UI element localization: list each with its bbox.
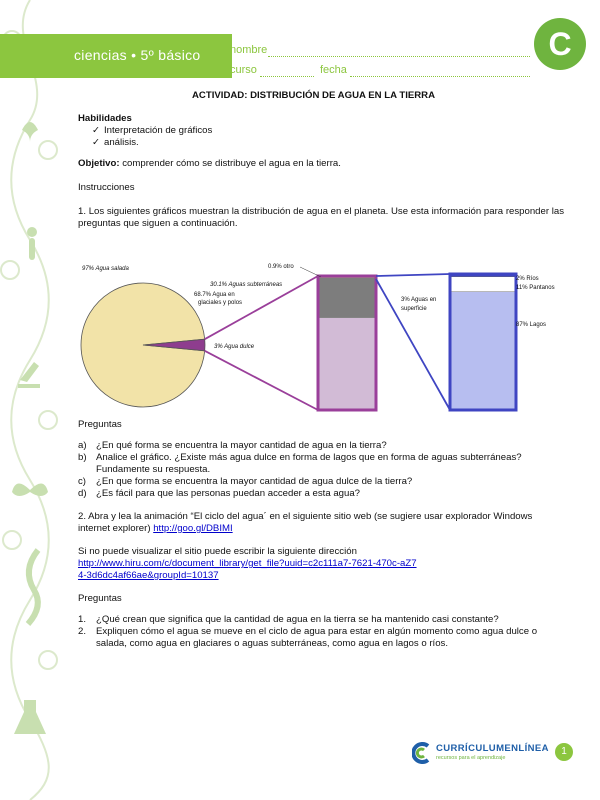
check-icon: ✓ [92, 137, 101, 148]
butterfly-icon [12, 483, 48, 496]
surface-bar-title: 3% Aguas en [401, 297, 437, 303]
question-text: ¿En qué forma se encuentra la mayor cantidad de agua en la tierra? [96, 440, 387, 451]
connector-line [376, 274, 450, 276]
bar-label-other: 0.9% otro [268, 264, 294, 270]
subject-label: ciencias • 5º básico [74, 47, 201, 63]
name-label: nombre [230, 44, 268, 56]
question-text: ¿En que forma se encuentra la mayor cantidad de agua dulce de la tierra? [96, 476, 413, 487]
question-key: d) [78, 488, 87, 499]
name-field[interactable] [268, 56, 530, 57]
subject-badge: C [534, 18, 586, 70]
question-key: 1. [78, 614, 87, 625]
surface-bar-title: superficie [401, 306, 427, 312]
plant-icon [22, 122, 38, 142]
skills-heading: Habilidades [78, 113, 132, 124]
bar-label-swamps: 11% Pantanos [516, 285, 555, 291]
questions-list-1 [78, 440, 564, 500]
worksheet-header [0, 0, 600, 92]
person-icon [27, 227, 37, 237]
decorative-vine-strip [0, 0, 60, 800]
bar-label-glaciers: glaciales y polos [198, 300, 243, 306]
bar-label-groundwater: 30.1% Aguas subterráneas [210, 282, 283, 288]
pie-chart [81, 283, 205, 407]
question-key: 2. [78, 626, 87, 637]
alternate-address-link[interactable]: http://www.hiru.com/c/document_library/get_file?uuid=c2c111a7-7621-470c-aZ74-3d6dc4af66ae&groupId=10137 [78, 558, 417, 581]
question-key: c) [78, 476, 86, 487]
bar-label-glaciers: 68.7% Agua en [194, 292, 235, 298]
water-distribution-chart [78, 258, 588, 418]
question-item [78, 488, 564, 500]
surface-water-bar [450, 274, 516, 410]
questions-heading-1: Preguntas [78, 419, 122, 430]
flask-icon [14, 700, 46, 734]
skill-item [92, 137, 212, 149]
logo-text: CURRÍCULUMENLÍNEA [436, 743, 549, 754]
bar-label-lakes: 87% Lagos [516, 322, 547, 328]
alternate-address-text: Si no puede visualizar el sitio puede escribir la siguiente dirección [78, 546, 357, 557]
date-label: fecha [320, 64, 347, 76]
question-item [78, 440, 564, 452]
alternate-address [78, 546, 564, 582]
course-field[interactable] [260, 76, 314, 77]
pie-label-salt-water: 97% Agua salada [82, 266, 129, 272]
objective-text: comprender cómo se distribuye el agua en la tierra. [122, 158, 341, 169]
bar-label-rivers: 2% Ríos [516, 276, 539, 282]
skill-text: análisis. [104, 137, 139, 148]
logo-icon [412, 742, 434, 764]
question-text: Analice el gráfico. ¿Existe más agua dulce en forma de lagos que en forma de aguas subterráneas? Fundamente su respuesta. [96, 452, 522, 475]
objective-label: Objetivo: [78, 158, 120, 169]
question-item [78, 452, 564, 476]
logo-subtext: recursos para el aprendizaje [436, 755, 506, 761]
freshwater-bar [318, 276, 376, 410]
check-icon: ✓ [92, 125, 101, 136]
question-item [78, 614, 564, 626]
bar-segment-swamps [450, 277, 516, 292]
instruction-1: 1. Los siguientes gráficos muestran la distribución de agua en el planeta. Use esta información para responder las preguntas que siguen a continuación. [78, 206, 564, 229]
bar-segment-lakes [450, 292, 516, 410]
objective [78, 158, 341, 170]
question-text: Expliquen cómo el agua se mueve en el ciclo de agua para estar en algún momento como agua dulce o salada, como agua en glaciares o aguas subterráneas, como agua en lagos o ríos. [96, 626, 538, 649]
question-key: b) [78, 452, 87, 463]
page-title: ACTIVIDAD: DISTRIBUCIÓN DE AGUA EN LA TIERRA [192, 90, 436, 101]
label-leader-line [300, 267, 321, 277]
question-key: a) [78, 440, 87, 451]
question-item [78, 626, 564, 650]
instructions-heading: Instrucciones [78, 182, 135, 193]
skills-list [92, 125, 212, 149]
instruction-2-text: 2. Abra y lea la animación “El ciclo del agua´ en el siguiente sitio web (se sugiere usar explorador Windows internet explorer) [78, 511, 533, 534]
course-label: curso [230, 64, 257, 76]
questions-list-2 [78, 614, 564, 650]
connector-line [205, 351, 318, 410]
question-text: ¿Qué crean que significa que la cantidad de agua en la tierra se ha mantenido casi constante? [96, 614, 499, 625]
date-field[interactable] [350, 76, 530, 77]
question-item [78, 476, 564, 488]
animation-link[interactable]: http://goo.gl/DBIMI [153, 523, 233, 534]
curriculum-logo [412, 740, 552, 770]
skill-text: Interpretación de gráficos [104, 125, 213, 136]
question-text: ¿Es fácil para que las personas puedan acceder a esta agua? [96, 488, 361, 499]
bar-segment-groundwater [318, 278, 376, 318]
instruction-2 [78, 511, 564, 535]
questions-heading-2: Preguntas [78, 593, 122, 604]
page-number: 1 [555, 743, 573, 761]
bar-segment-glaciers [318, 318, 376, 410]
skill-item [92, 125, 212, 137]
pie-label-fresh-water: 3% Agua dulce [214, 344, 255, 350]
